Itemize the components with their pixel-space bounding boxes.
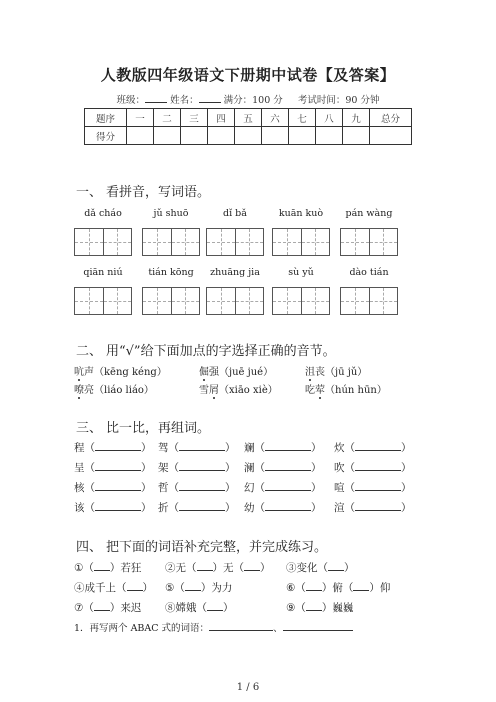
score-header-cell: 九 [343,109,370,127]
score-header-cell: 二 [154,109,181,127]
compare-word-item[interactable]: 幼（ ） [244,502,322,514]
exam-time: 考试时间：90 分钟 [297,95,380,106]
compare-word-item[interactable]: 幻（ ） [244,482,322,494]
pinyin-choice-item[interactable] [199,363,273,378]
separator: 、 [273,623,283,634]
choice-prefix: 吃 [305,385,315,396]
pinyin-choice-item[interactable] [74,381,154,396]
pinyin-label: tián kōng [148,267,194,278]
section-number: 一、 [76,185,103,200]
compare-word-item[interactable]: 驾（ ） [158,442,236,454]
idiom-fill-item[interactable]: ⑤（ ）为力 [165,582,233,594]
dotted-char: 嘹 [74,381,84,396]
char: 喧 [334,482,345,494]
char: 架 [158,462,169,474]
idiom-fill-item[interactable]: ①（ ）若狂 [74,562,142,574]
pinyin-label: kuān kuò [278,208,324,219]
score-cell[interactable] [154,127,181,145]
tianzige-box[interactable] [142,287,200,315]
score-cell[interactable] [316,127,343,145]
name-label: 姓名： [170,95,199,106]
tianzige-box[interactable] [74,287,132,315]
section-number: 三、 [76,421,103,436]
score-cell[interactable] [262,127,289,145]
compare-word-item[interactable]: 该（ ） [74,502,152,514]
tianzige-box[interactable] [340,287,398,315]
score-header-cell: 三 [181,109,208,127]
score-cell[interactable] [343,127,370,145]
compare-word-item[interactable]: 程（ ） [74,442,152,454]
char: 幼 [244,502,255,514]
name-blank[interactable] [199,93,221,103]
score-header-cell: 题序 [85,109,127,127]
section-3-heading [76,417,210,436]
pinyin-label: dǎ cháo [84,208,122,219]
char: 炊 [334,442,345,454]
idiom-fill-item[interactable]: ⑨（ ）巍巍 [286,602,354,614]
tianzige-box[interactable] [272,228,330,256]
pinyin-label: dào tián [349,267,389,278]
choice-text: 亮（liáo liáo） [84,385,154,396]
char: 哲 [158,482,169,494]
answer-blank[interactable] [209,620,273,631]
choice-text: 声（kēng kéng） [84,367,167,378]
section-title: 用“√”给下面加点的字选择正确的音节。 [106,344,336,359]
section-number: 二、 [76,344,103,359]
page-number: 1 / 6 [236,682,260,693]
score-cell[interactable] [289,127,316,145]
answer-blank[interactable] [283,620,353,631]
compare-word-item[interactable]: 澜（ ） [244,462,322,474]
question-text: 1．再写两个 ABAC 式的词语： [74,623,210,634]
section-1-heading [76,181,210,200]
exam-info [0,92,496,106]
tianzige-box[interactable] [142,228,200,256]
compare-word-item[interactable]: 核（ ） [74,482,152,494]
full-score: 满分：100 分 [223,95,283,106]
dotted-char: 倔 [199,363,209,378]
score-header-cell: 五 [235,109,262,127]
pinyin-label: pán wàng [345,208,393,219]
compare-word-item[interactable]: 呈（ ） [74,462,152,474]
tianzige-box[interactable] [206,287,264,315]
pinyin-choice-item[interactable] [74,363,167,378]
char: 驾 [158,442,169,454]
compare-word-item[interactable]: 哲（ ） [158,482,236,494]
score-header-cell: 一 [127,109,154,127]
score-header-cell: 四 [208,109,235,127]
dotted-char: 屑 [209,381,219,396]
pinyin-label: qiān niú [83,267,123,278]
pinyin-label: sù yǔ [288,267,314,278]
class-blank[interactable] [145,93,167,103]
idiom-fill-item[interactable]: ③变化（ ） [286,562,355,574]
char: 核 [74,482,85,494]
score-cell[interactable] [208,127,235,145]
dotted-char: 荤 [315,381,325,396]
idiom-fill-item[interactable]: ⑧嫦娥（ ） [165,602,234,614]
compare-word-item[interactable]: 架（ ） [158,462,236,474]
score-header-cell: 七 [289,109,316,127]
score-cell[interactable] [181,127,208,145]
idiom-fill-item[interactable]: ⑦（ ）来迟 [74,602,142,614]
score-header-cell: 八 [316,109,343,127]
compare-word-item[interactable]: 喧（ ） [334,482,412,494]
section-2-heading [76,340,336,359]
section-title: 比一比，再组词。 [106,421,211,436]
tianzige-box[interactable] [74,228,132,256]
tianzige-box[interactable] [206,228,264,256]
char: 呈 [74,462,85,474]
char: 渲 [334,502,345,514]
section-number: 四、 [76,540,103,555]
pinyin-choice-item[interactable] [199,381,278,396]
pinyin-choice-item[interactable] [305,381,387,396]
page-title: 人教版四年级语文下册期中试卷【及答案】 [100,66,396,84]
char: 折 [158,502,169,514]
choice-text: （hún hūn） [325,385,387,396]
char: 该 [74,502,85,514]
dotted-char: 沮 [305,363,315,378]
choice-text: （xiāo xiè） [219,385,278,396]
score-cell[interactable] [235,127,262,145]
score-row [85,127,412,145]
compare-word-item[interactable]: 渲（ ） [334,502,412,514]
score-row-label: 得分 [85,127,127,145]
score-cell[interactable] [370,127,412,145]
char: 斓 [244,442,255,454]
score-table [84,108,412,145]
section-title: 把下面的词语补充完整，并完成练习。 [106,540,328,555]
idiom-fill-item[interactable]: ④成千上（ ） [74,582,153,594]
pinyin-label: jǔ shuō [153,208,189,219]
pinyin-choice-item[interactable] [305,363,367,378]
tianzige-box[interactable] [340,228,398,256]
score-header-row [85,109,412,127]
compare-word-item[interactable]: 折（ ） [158,502,236,514]
choice-text: 丧（jū jǔ） [315,367,368,378]
idiom-fill-item[interactable]: ②无（ ）无（ ） [165,562,271,574]
char: 澜 [244,462,255,474]
compare-word-item[interactable]: 斓（ ） [244,442,322,454]
choice-prefix: 雪 [199,385,209,396]
tianzige-box[interactable] [272,287,330,315]
choice-text: 强（juē jué） [209,367,274,378]
score-header-cell: 总分 [370,109,412,127]
sub-question-1 [74,620,353,634]
score-cell[interactable] [127,127,154,145]
char: 幻 [244,482,255,494]
section-title: 看拼音，写词语。 [106,185,211,200]
pinyin-label: dǐ bǎ [223,208,247,219]
class-label: 班级： [116,95,146,106]
char: 吹 [334,462,345,474]
score-header-cell: 六 [262,109,289,127]
compare-word-item[interactable]: 吹（ ） [334,462,412,474]
compare-word-item[interactable]: 炊（ ） [334,442,412,454]
pinyin-label: zhuāng jia [210,267,260,278]
section-4-heading [76,536,327,555]
char: 程 [74,442,85,454]
idiom-fill-item[interactable]: ⑥（ ）俯（ ）仰 [286,582,391,594]
dotted-char: 吭 [74,363,84,378]
